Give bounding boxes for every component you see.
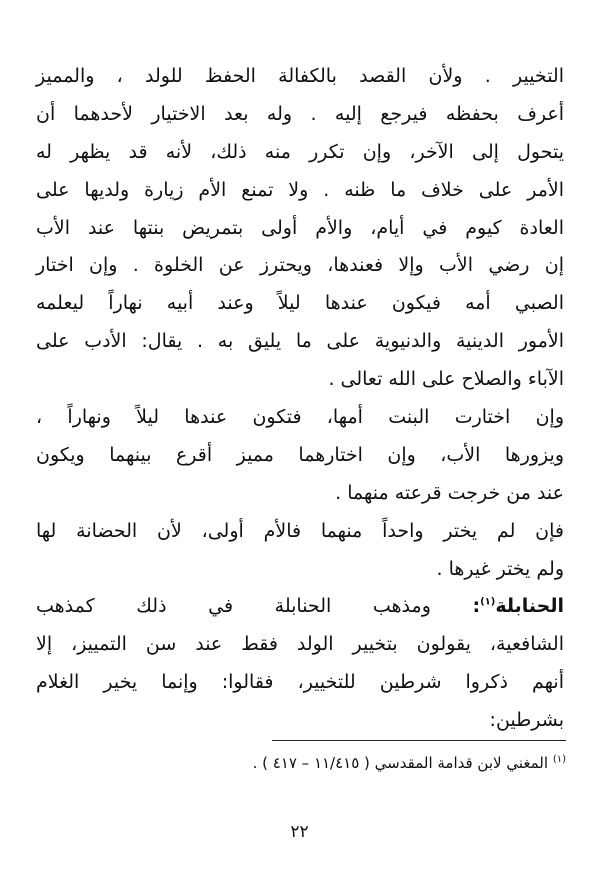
footnote-text: المغني لابن قدامة المقدسي ( ١١/٤١٥ – ٤١٧ ) . xyxy=(252,754,549,772)
text-line: الأمور الدينية والدنيوية على ما يليق به . يقال: الأدب على xyxy=(36,330,564,353)
text-line: أعرف بحفظه فيرجع إليه . وله بعد الاختيار لأحدهما أن xyxy=(36,102,564,125)
text-line: التخيير . ولأن القصد بالكفالة الحفظ للولد ، والمميز xyxy=(36,65,564,87)
footnote-divider xyxy=(272,740,566,741)
heading-line-text: ومذهب الحنابلة في ذلك كمذهب xyxy=(36,595,431,618)
text-line: الشافعية، يقولون بتخيير الولد فقط عند سن التمييز، إلا xyxy=(36,633,564,656)
text-line: ولم يختر غيرها . xyxy=(436,557,564,580)
page-number: ٢٢ xyxy=(290,822,309,842)
text-line: يتحول إلى الآخر، وإن تكرر منه ذلك، لأنه قد يظهر له xyxy=(36,140,564,163)
text-line: الآباء والصلاح على الله تعالى . xyxy=(328,368,564,391)
section-heading xyxy=(472,595,564,617)
footnote-reference: (١) xyxy=(480,597,496,609)
text-line: إن رضي الأب وإلا فعندها، ويحترز عن الخلوة . وإن اختار xyxy=(36,254,564,277)
text-line: العادة كيوم في أيام، والأم أولى بتمريض بنتها عند الأب xyxy=(36,216,564,239)
text-line: عند من خرجت قرعته منهما . xyxy=(335,481,564,504)
text-line: أنهم ذكروا شرطين للتخيير، فقالوا: وإنما يخير الغلام xyxy=(36,671,564,694)
footnote-marker: (١) xyxy=(552,754,566,765)
text-line: وإن اختارت البنت أمها، فتكون عندها ليلاً ونهاراً ، xyxy=(36,406,564,429)
text-line: الأمر على خلاف ما ظنه . ولا تمنع الأم زيارة ولديها على xyxy=(36,178,564,201)
heading-colon: : xyxy=(472,595,481,618)
text-line: فإن لم يختر واحداً منهما فالأم أولى، لأن الحضانة لها xyxy=(36,519,564,542)
footnote xyxy=(180,752,566,774)
heading-label: الحنابلة xyxy=(495,595,565,618)
text-line: ويزورها الأب، وإن اختارهما مميز أقرع بينهما ويكون xyxy=(36,443,564,466)
heading-line xyxy=(36,588,564,626)
text-line: الصبي أمه فيكون عندها ليلاً وعند أبيه نهاراً ليعلمه xyxy=(36,292,564,315)
text-line: بشرطين: xyxy=(489,709,564,732)
body-text xyxy=(36,58,564,740)
